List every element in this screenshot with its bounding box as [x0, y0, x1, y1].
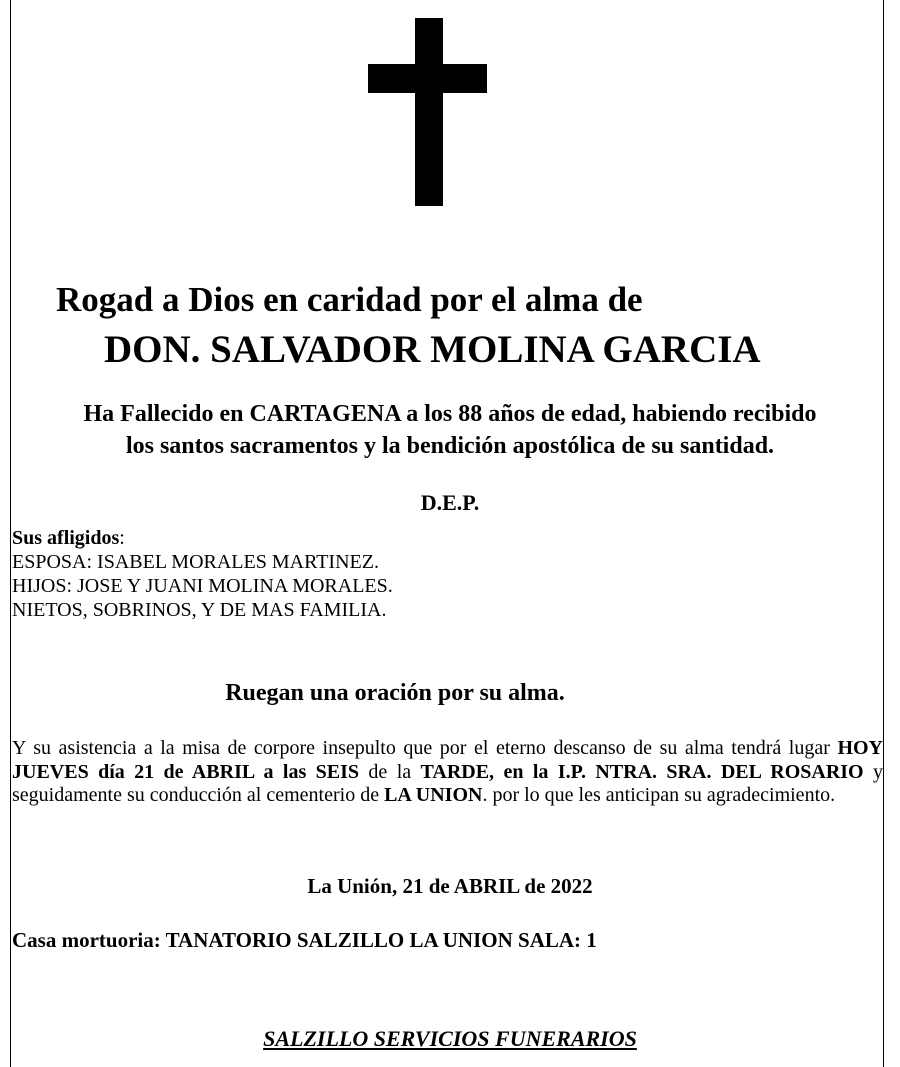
deceased-name: DON. SALVADOR MOLINA GARCIA — [104, 328, 761, 371]
family-list — [12, 526, 393, 622]
family-line-spouse: ESPOSA: ISABEL MORALES MARTINEZ. — [12, 551, 379, 573]
family-label-row — [12, 526, 393, 550]
mass-text-4: . por lo que les anticipan su agradecimiento. — [482, 784, 836, 806]
intro-line-1: Ha Fallecido en CARTAGENA a los 88 años de edad, habiendo recibido — [83, 401, 817, 427]
intro-line-2: los santos sacramentos y la bendición apostólica de su santidad. — [125, 433, 775, 459]
family-label-colon: : — [119, 527, 125, 549]
header-prayer-line: Rogad a Dios en caridad por el alma de — [56, 280, 643, 319]
funeral-home: Casa mortuoria: TANATORIO SALZILLO LA UNION SALA: 1 — [12, 928, 597, 952]
mass-text-3: y seguidamente su conducción al cementerio de — [12, 760, 884, 806]
prayer-request: Ruegan una oración por su alma. — [225, 680, 565, 706]
family-line-children: HIJOS: JOSE Y JUANI MOLINA MORALES. — [12, 575, 393, 597]
mass-text-1: Y su asistencia a la misa de corpore insepulto que por el eterno descanso de su alma tendrá lugar — [12, 737, 838, 759]
mass-text-2: de la — [359, 760, 421, 783]
mass-bold-1: HOY JUEVES día 21 de ABRIL a las SEIS — [12, 737, 883, 783]
family-line-others: NIETOS, SOBRINOS, Y DE MAS FAMILIA. — [12, 599, 387, 621]
mass-paragraph — [12, 737, 883, 808]
dep-text: D.E.P. — [420, 490, 480, 515]
family-label: Sus afligidos — [12, 527, 120, 549]
date-line: La Unión, 21 de ABRIL de 2022 — [307, 874, 593, 898]
mass-bold-3: LA UNION — [384, 784, 483, 806]
footer-company: SALZILLO SERVICIOS FUNERARIOS — [263, 1026, 637, 1051]
death-notice-intro — [0, 398, 900, 462]
mass-bold-2: TARDE, en la I.P. NTRA. SRA. DEL ROSARIO — [420, 760, 864, 783]
